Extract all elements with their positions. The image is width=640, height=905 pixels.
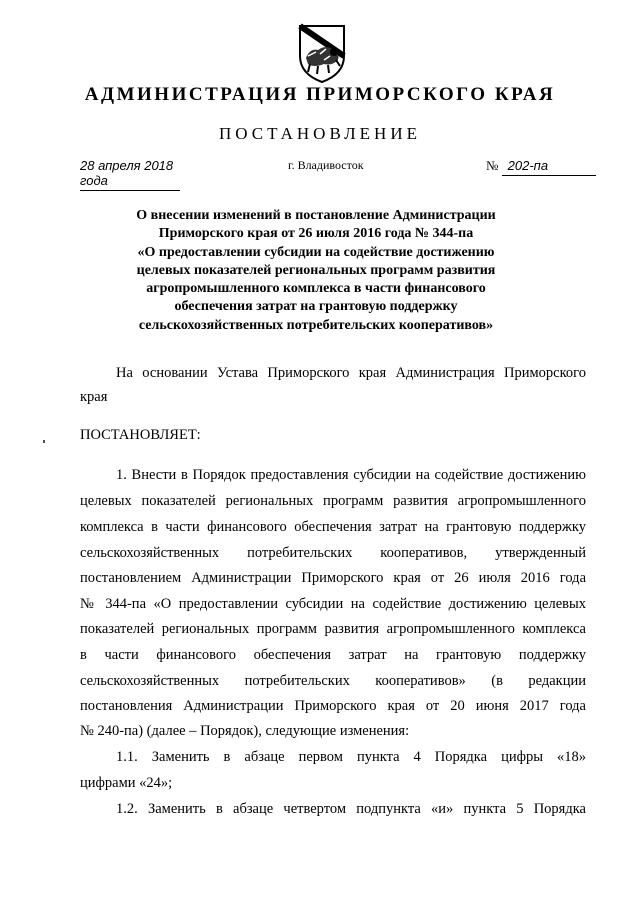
coat-of-arms-icon <box>296 22 348 84</box>
title-line: обеспечения затрат на грантовую поддержку <box>174 299 458 315</box>
title-line: целевых показателей региональных программ развития <box>136 262 496 278</box>
title-line: агропромышленного комплекса в части финансового <box>146 281 486 297</box>
document-title <box>96 207 536 335</box>
body-line: цифрами «24»; <box>80 775 173 791</box>
body-line: постановлением Администрации Приморского края от 26 июля 2016 года <box>80 570 586 586</box>
document-date: 28 апреля 2018 года <box>80 158 180 191</box>
body-line: № 240-па) (далее – Порядок), следующие изменения: <box>80 723 410 739</box>
body-line: комплекса в части финансового обеспечения затрат на грантовую поддержку <box>80 519 586 535</box>
title-line: Приморского края от 26 июля 2016 года № 344-па <box>158 226 474 242</box>
body-line: 1.2. Заменить в абзаце четвертом подпункта «и» пункта 5 Порядка <box>116 801 586 817</box>
title-line: сельскохозяйственных потребительских кооперативов» <box>138 317 494 333</box>
body-line: сельскохозяйственных потребительских кооперативов, утвержденный <box>80 545 586 561</box>
body-line: 1.1. Заменить в абзаце первом пункта 4 Порядка цифры «18» <box>116 749 586 765</box>
number-value: 202-па <box>502 158 596 176</box>
document-type: ПОСТАНОВЛЕНИЕ <box>218 124 421 143</box>
body-line: На основании Устава Приморского края Администрация Приморского <box>116 365 586 381</box>
scan-speck <box>43 440 45 443</box>
document-city: г. Владивосток <box>288 158 364 172</box>
resolves-heading: ПОСТАНОВЛЯЕТ: <box>80 427 201 443</box>
body-line: сельскохозяйственных потребительских кооперативов» (в редакции <box>80 673 586 689</box>
organization-name: АДМИНИСТРАЦИЯ ПРИМОРСКОГО КРАЯ <box>84 84 556 105</box>
title-line: «О предоставлении субсидии на содействие достижению <box>137 244 495 260</box>
body-line: показателей региональных программ развития агропромышленного комплекса <box>80 621 586 637</box>
title-line: О внесении изменений в постановление Администрации <box>136 208 496 223</box>
document-number <box>486 158 596 176</box>
body-line: постановления Администрации Приморского края от 20 июня 2017 года <box>80 698 586 714</box>
body-line: целевых показателей региональных программ развития агропромышленного <box>80 493 586 509</box>
body-line: в части финансового обеспечения затрат на грантовую поддержку <box>80 647 586 663</box>
body-line: № 344-па «О предоставлении субсидии на содействие достижению целевых <box>80 596 586 612</box>
body-line: 1. Внести в Порядок предоставления субсидии на содействие достижению <box>116 467 586 483</box>
body-line: края <box>80 389 108 405</box>
number-prefix: № <box>486 158 499 173</box>
